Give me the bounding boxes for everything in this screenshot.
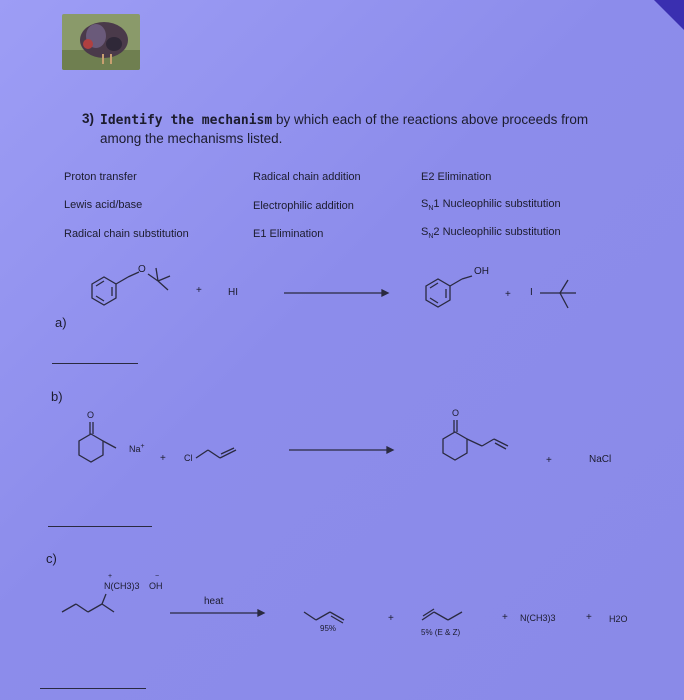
sodium-symbol: Na [129, 444, 141, 454]
mechanism-option: Radical chain substitution [64, 228, 189, 240]
part-b-oxygen-2: O [452, 408, 460, 418]
part-b-plus: + [160, 453, 166, 464]
part-c-plus-2: + [502, 612, 508, 623]
part-c-condition-heat: heat [204, 596, 224, 607]
part-c-product-water: H2O [609, 614, 628, 624]
question-number: 3) [82, 111, 95, 126]
part-c-product-trimethylamine: N(CH3)3 [520, 613, 556, 623]
part-b-plus-2: + [546, 455, 552, 466]
mechanism-option: Radical chain addition [253, 171, 361, 183]
part-c-yield-minor: 5% (E & Z) [421, 628, 461, 637]
sn2-label: 2 Nucleophilic substitution [433, 226, 561, 238]
part-a-plus-2: + [505, 289, 511, 300]
part-c-hydroxide [149, 573, 163, 591]
mechanism-option: E1 Elimination [253, 228, 324, 240]
part-a-oxygen: O [138, 264, 146, 275]
mechanism-option: E2 Elimination [421, 171, 492, 183]
part-b-allyl-chloride-structure [196, 440, 256, 470]
part-c-reactant-alkyl-ammonium-structure [58, 592, 138, 622]
part-a-product-oh: OH [474, 266, 489, 277]
part-c-trimethylammonium [104, 573, 140, 591]
part-b-reaction-arrow [289, 445, 399, 455]
part-b-sodium [129, 443, 145, 454]
question-prompt-line1: by which each of the reactions above proceeds from [275, 112, 589, 127]
part-a-plus: + [196, 285, 202, 296]
mechanism-option-sn1 [421, 198, 561, 212]
mechanism-option: Lewis acid/base [64, 199, 143, 211]
question-prompt-line2: among the mechanisms listed. [100, 131, 283, 146]
part-c-minor-alkene-structure [418, 600, 478, 630]
turkey-thumbnail-image [62, 14, 140, 70]
ammonium-group: N(CH3)3 [104, 581, 140, 591]
part-a-reaction-arrow [284, 288, 394, 298]
part-b-label: b) [51, 389, 63, 404]
part-a-answer-blank[interactable] [52, 363, 138, 364]
part-a-product-iodine: I [530, 287, 533, 298]
part-c-plus-3: + [586, 612, 592, 623]
ammonium-charge: + [108, 573, 113, 580]
sn1-label: 1 Nucleophilic substitution [433, 198, 561, 210]
part-b-chloride: Cl [184, 453, 193, 463]
part-a-label: a) [55, 315, 67, 330]
part-b-reactant-cyclohexanone-enolate-structure [66, 418, 126, 488]
part-c-yield-major: 95% [320, 624, 337, 633]
hydroxide-group: OH [149, 581, 163, 591]
sn-subscript: N [428, 233, 434, 241]
part-c-plus-1: + [388, 613, 394, 624]
part-c-answer-blank[interactable] [40, 688, 146, 689]
sodium-charge: + [140, 443, 145, 450]
mechanism-option: Electrophilic addition [253, 200, 354, 212]
part-c-reaction-arrow [170, 608, 270, 618]
sn-subscript: N [428, 205, 434, 213]
question-prompt-bold: Identify the mechanism [100, 113, 273, 128]
mechanism-option-sn2 [421, 226, 561, 240]
part-b-oxygen-1: O [87, 410, 95, 420]
part-b-answer-blank[interactable] [48, 526, 152, 527]
part-a-product-tert-butyl-iodide-structure [536, 276, 596, 316]
part-b-product-allylcyclohexanone-structure [430, 416, 540, 486]
part-c-label: c) [46, 551, 57, 566]
sn-prefix: S [421, 226, 429, 238]
hydroxide-charge: − [155, 573, 160, 580]
sn-prefix: S [421, 198, 429, 210]
question-prompt [100, 111, 600, 148]
part-b-product-nacl: NaCl [589, 454, 612, 465]
page-corner [654, 0, 684, 30]
mechanism-option: Proton transfer [64, 171, 137, 183]
part-a-reagent-hi: HI [228, 287, 238, 298]
